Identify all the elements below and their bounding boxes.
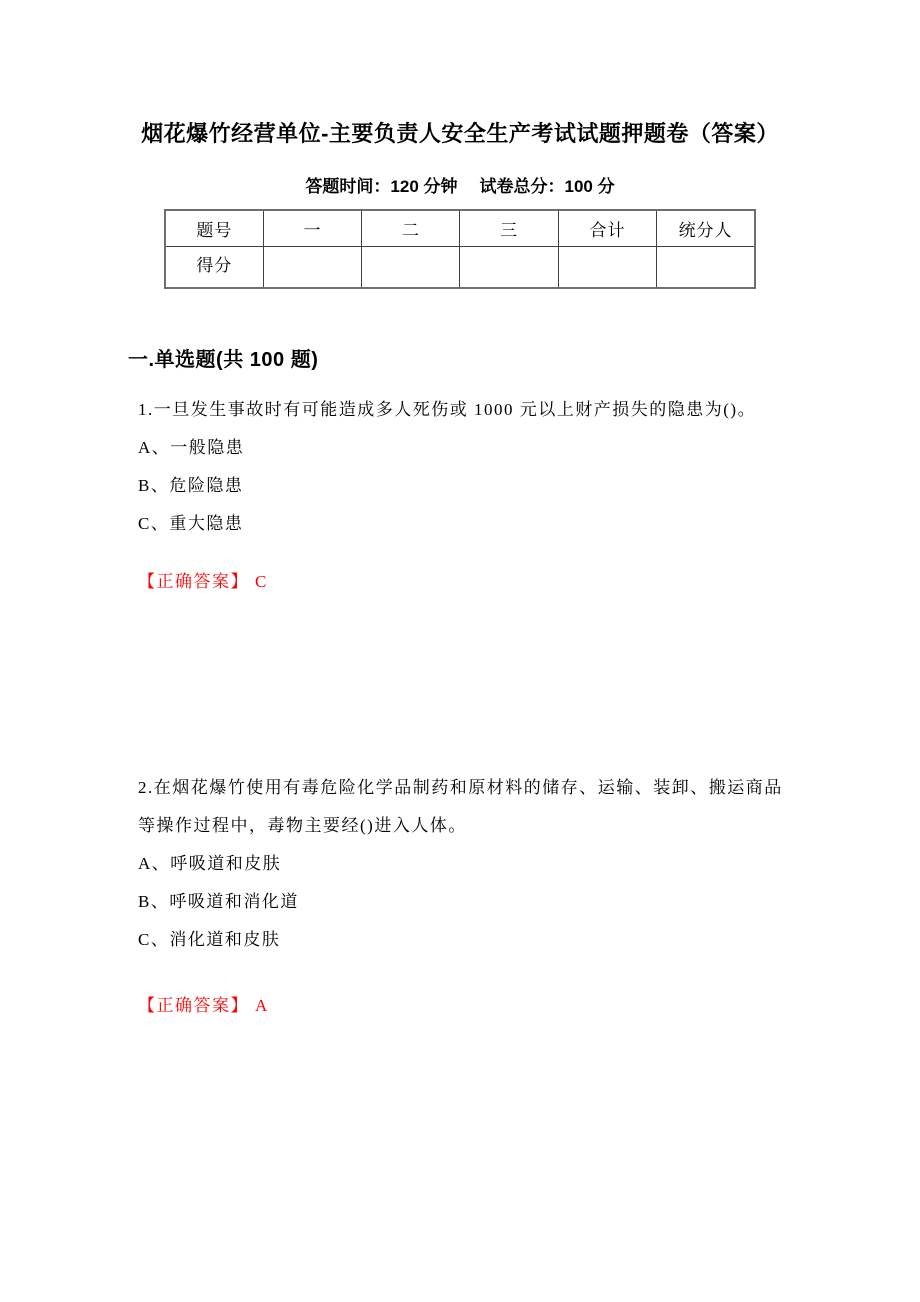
correct-answer-value: C — [255, 572, 268, 591]
score-table — [164, 209, 756, 289]
correct-answer-line — [138, 987, 920, 1025]
exam-time-limit: 答题时间：120 分钟 — [305, 177, 458, 196]
score-cell-empty — [362, 246, 460, 288]
correct-answer-label: 【正确答案】 — [138, 572, 249, 591]
option-item-b: B、呼吸道和消化道 — [138, 892, 299, 911]
exam-total-score: 试卷总分：100 分 — [479, 177, 615, 196]
score-cell-empty — [558, 246, 656, 288]
question-text — [138, 391, 795, 429]
correct-answer-line — [138, 563, 920, 601]
score-table-score-row — [165, 246, 755, 288]
question-number: 1. — [138, 400, 154, 419]
score-cell-empty — [263, 246, 361, 288]
score-table-header-scorer: 统分人 — [657, 210, 755, 246]
correct-answer-value: A — [255, 996, 269, 1015]
exam-meta — [0, 176, 920, 197]
question-block-2 — [0, 769, 920, 1025]
question-block-1 — [0, 391, 920, 601]
score-table-header-row — [165, 210, 755, 246]
option-item-c: C、重大隐患 — [138, 514, 244, 533]
score-table-header-part-2: 二 — [362, 210, 460, 246]
correct-answer-label: 【正确答案】 — [138, 996, 249, 1015]
page-title: 烟花爆竹经营单位-主要负责人安全生产考试试题押题卷（答案） — [141, 121, 779, 146]
score-cell-empty — [460, 246, 558, 288]
question-body: 在烟花爆竹使用有毒危险化学品制药和原材料的储存、运输、装卸、搬运商品等操作过程中，毒物主要经()进入人体。 — [138, 778, 783, 835]
option-item-b: B、危险隐患 — [138, 476, 244, 495]
score-row-label: 得分 — [165, 246, 263, 288]
score-table-header-question-no: 题号 — [165, 210, 263, 246]
option-item-a: A、一般隐患 — [138, 438, 245, 457]
option-item-c: C、消化道和皮肤 — [138, 930, 281, 949]
section-heading: 一.单选题(共 100 题) — [128, 349, 319, 371]
question-number: 2. — [138, 778, 154, 797]
option-item-a: A、呼吸道和皮肤 — [138, 854, 282, 873]
question-text — [138, 769, 795, 845]
score-cell-empty — [657, 246, 755, 288]
score-table-header-part-3: 三 — [460, 210, 558, 246]
score-table-header-total: 合计 — [558, 210, 656, 246]
score-table-header-part-1: 一 — [263, 210, 361, 246]
question-body: 一旦发生事故时有可能造成多人死伤或 1000 元以上财产损失的隐患为()。 — [153, 400, 757, 419]
